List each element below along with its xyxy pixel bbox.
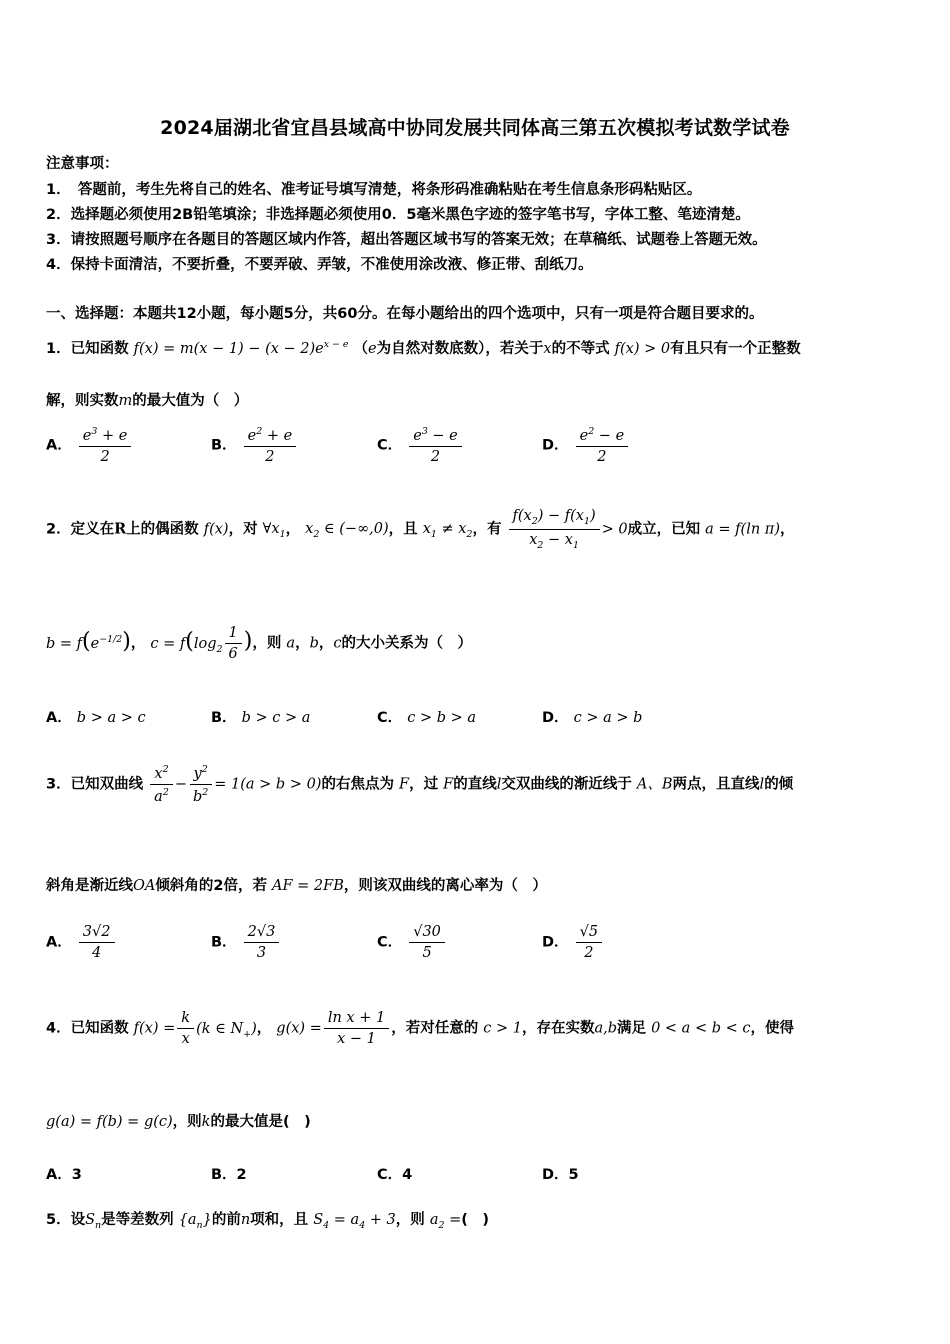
q1-function-formula: $f(x) = m(x - 1) - (x - 2)e^{x - e}$	[133, 339, 349, 357]
q4-option-c[interactable]: C．4	[377, 1167, 413, 1183]
q1-inequality: f(x) > 0	[614, 341, 671, 357]
question-4-line-1: 4．已知函数 f(x) = $\frac{k}{x}$ (k ∈ $N_+$)， g(x) = $\frac{\text{ln x + 1}}{x - 1}$ ，若对任意的 c > 1，存在实数a,b满足 0 < a < b < c，使得	[46, 1010, 794, 1047]
q2-option-b[interactable]: B． b > c > a	[211, 710, 311, 726]
notice-item: 1． 答题前，考生先将自己的姓名、准考证号填写清楚，将条形码准确粘贴在考生信息条形码粘贴区。	[46, 182, 702, 198]
q1-option-b[interactable]: B． $\frac{e^2 + e}{2}$	[211, 426, 298, 465]
page-title: 2024届湖北省宜昌县域高中协同发展共同体高三第五次模拟考试数学试卷	[160, 117, 790, 139]
question-1-line-2: 解，则实数m的最大值为（ ）	[46, 393, 249, 409]
q3-option-c[interactable]: C． $\frac{√30}{5}$	[377, 924, 447, 961]
notice-item: 3．请按照题号顺序在各题目的答题区域内作答，超出答题区域书写的答案无效；在草稿纸、试题卷上答题无效。	[46, 232, 767, 248]
q3-option-d[interactable]: D． $\frac{√5}{2}$	[542, 924, 604, 961]
question-3-line-2: 斜角是渐近线OA倾斜角的2倍，若 AF = 2FB，则该双曲线的离心率为（ ）	[46, 878, 547, 894]
q2-option-c[interactable]: C． c > b > a	[377, 710, 477, 726]
q4-option-b[interactable]: B．2	[211, 1167, 247, 1183]
q4-option-d[interactable]: D．5	[542, 1167, 579, 1183]
notice-item: 2．选择题必须使用2B铅笔填涂；非选择题必须使用0．5毫米黑色字迹的签字笔书写，字体工整、笔迹清楚。	[46, 207, 750, 223]
q1-option-c[interactable]: C． $\frac{e^3 - e}{2}$	[377, 426, 464, 465]
q2-option-a[interactable]: A． b > a > c	[46, 710, 146, 726]
question-4-line-2: g(a) = f(b) = g(c)，则k的最大值是( )	[46, 1114, 311, 1130]
notice-heading: 注意事项：	[46, 156, 119, 172]
q1-option-a[interactable]: A． $\frac{e^3 + e}{2}$	[46, 426, 133, 465]
question-3-line-1: 3．已知双曲线 $\frac{x^2}{a^2}$ − $\frac{y^2}{b^2}$ = 1(a > b > 0)的右焦点为 F，过 F的直线l交双曲线的渐近线于 A、B两点，且直线l的倾	[46, 764, 794, 805]
notice-item: 4．保持卡面清洁，不要折叠，不要弄破、弄皱，不准使用涂改液、修正带、刮纸刀。	[46, 257, 593, 273]
q3-option-a[interactable]: A． $\frac{3√2}{4}$	[46, 924, 117, 961]
question-5-line-1: 5．设$S_n$是等差数列 $\{a_n\}$的前n项和，且 $S_4 = a_4 + 3$，则 $a_2$ =( )	[46, 1212, 490, 1231]
q4-option-a[interactable]: A．3	[46, 1167, 82, 1183]
section-heading: 一、选择题：本题共12小题，每小题5分，共60分。在每小题给出的四个选项中，只有一项是符合题目要求的。	[46, 306, 764, 322]
question-2-line-2: $b = f(e^{-1/2})$， $c = f(\log_2$ $\frac{1}{6}$ )，则 a，b，c的大小关系为（ ）	[46, 625, 472, 662]
q1-option-d[interactable]: D． $\frac{e^2 - e}{2}$	[542, 426, 630, 465]
question-2-line-1: 2．定义在R上的偶函数 f(x)，对 $\forall x_1$， $x_2$ ∈ (−∞,0)，且 $x_1 \ne x_2$，有 $\frac{f(x_2) - f(x_1)}{x_2 - x_1}$ > 0成立，已知 a = f(ln π)，	[46, 508, 795, 551]
q2-option-d[interactable]: D． c > a > b	[542, 710, 643, 726]
question-1-line-1: 1．已知函数 $f(x) = m(x - 1) - (x - 2)e^{x - e}$ （e为自然对数底数），若关于x的不等式 f(x) > 0有且只有一个正整数	[46, 339, 801, 357]
q3-option-b[interactable]: B． $\frac{2√3}{3}$	[211, 924, 281, 961]
